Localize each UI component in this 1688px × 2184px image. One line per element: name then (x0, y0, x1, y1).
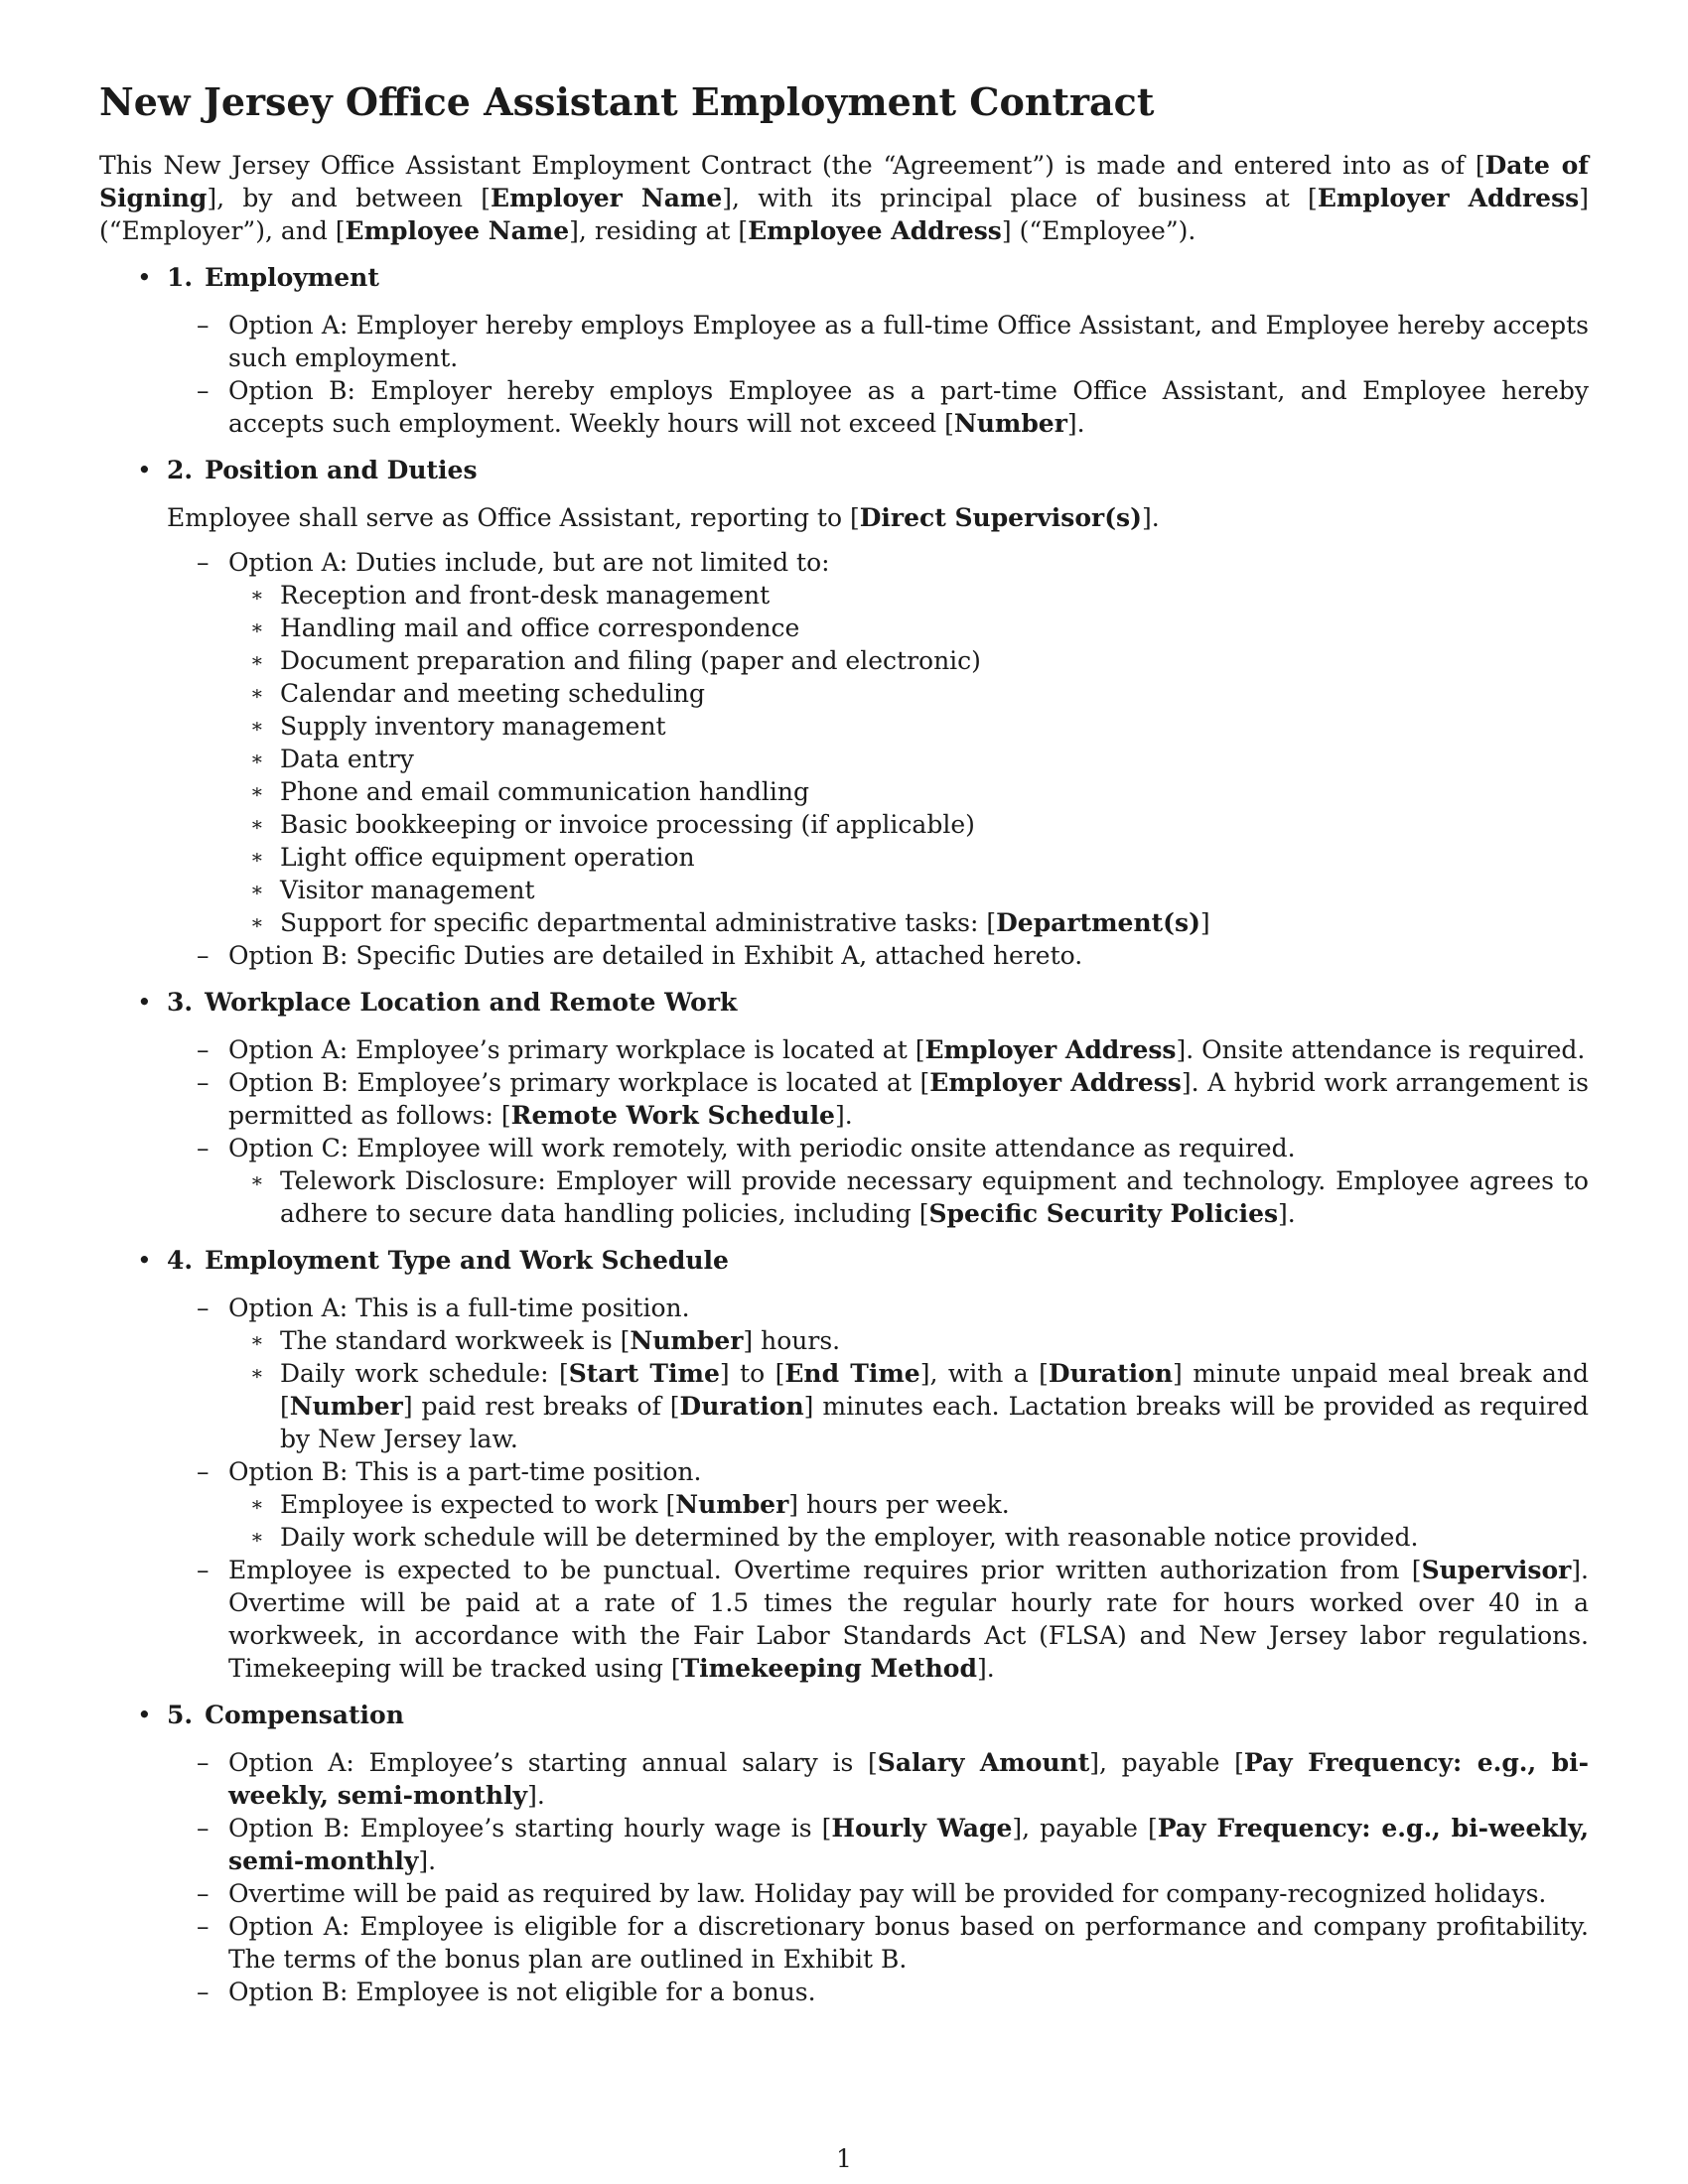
section-compensation (99, 1699, 1589, 2008)
option-item: – Option B: Employee is not eligible for a bonus. (197, 1978, 816, 2006)
section-heading: 5. Compensation (167, 1701, 404, 1729)
sub-item: ∗ Employee is expected to work [Number] hours per week. (250, 1490, 1010, 1519)
option-list (167, 1292, 1589, 1685)
duty-item: ∗ Light office equipment operation (250, 843, 695, 872)
placeholder-employer-address: Employer Address (1317, 184, 1580, 212)
duty-item: ∗ Visitor management (250, 876, 535, 904)
option-item: – Option C: Employee will work remotely, with periodic onsite attendance as required. ∗ Telework Disclosure: Employer will provide necessary equipment and technology. Employee agrees to adhere to secure data handling policies, including [Specific Security Policies]. (197, 1134, 1589, 1228)
duty-item: ∗ Reception and front-desk management (250, 581, 771, 610)
section-employment-type-schedule (99, 1244, 1589, 1685)
option-item: – Option B: Specific Duties are detailed in Exhibit A, attached hereto. (197, 941, 1083, 970)
option-list (167, 546, 1589, 972)
section-bullet: • (137, 263, 152, 292)
option-item: – Employee is expected to be punctual. Overtime requires prior written authorization from [Supervisor]. Overtime will be paid at a rate of 1.5 times the regular hourly rate for hours worked over 40 in a workweek, in accordance with the Fair Labor Standards Act (FLSA) and New Jersey labor regulations. Timekeeping will be tracked using [Timekeeping Method]. (197, 1556, 1589, 1683)
section-heading: 1. Employment (167, 263, 379, 292)
sub-list (228, 1164, 1589, 1230)
section-heading: 2. Position and Duties (167, 456, 478, 484)
duties-list (228, 579, 1589, 939)
sub-item: ∗ The standard workweek is [Number] hours. (250, 1326, 841, 1355)
sub-item: ∗ Daily work schedule will be determined by the employer, with reasonable notice provided. (250, 1523, 1419, 1552)
duty-item: ∗ Data entry (250, 745, 414, 773)
option-item: – Option B: This is a part-time position. ∗ Employee is expected to work [Number] hours per week. ∗ Daily work schedule will be determined by the employer, with reasonable notice provided. (167, 1455, 1589, 1554)
option-item: – Option A: Employee is eligible for a discretionary bonus based on performance and company profitability. The terms of the bonus plan are outlined in Exhibit B. (197, 1912, 1589, 1974)
section-bullet: • (137, 1701, 152, 1729)
option-item: – Overtime will be paid as required by law. Holiday pay will be provided for company-recognized holidays. (197, 1879, 1547, 1908)
section-position-and-duties (99, 454, 1589, 972)
intro-paragraph: This New Jersey Office Assistant Employment Contract (the “Agreement”) is made and entered into as of [Date of Signing], by and between [Employer Name], with its principal place of business at [Employer Address] (“Employer”), and [Employee Name], residing at [Employee Address] (“Employee”). (99, 151, 1590, 245)
section-workplace-location (99, 986, 1589, 1230)
section-bullet: • (137, 1246, 152, 1275)
option-item: – Option A: Employer hereby employs Employee as a full-time Office Assistant, and Employee hereby accepts such employment. (197, 311, 1589, 372)
section-lead-text: Employee shall serve as Office Assistant, reporting to [Direct Supervisor(s)]. (167, 503, 1160, 532)
section-bullet: • (137, 988, 152, 1017)
page-number: 1 (836, 2144, 852, 2173)
option-item: – Option B: Employee’s primary workplace is located at [Employer Address]. A hybrid work arrangement is permitted as follows: [Remote Work Schedule]. (197, 1068, 1589, 1130)
duty-item: ∗ Calendar and meeting scheduling (250, 679, 706, 708)
placeholder-employee-address: Employee Address (748, 216, 1002, 245)
section-heading: 3. Workplace Location and Remote Work (167, 988, 738, 1017)
placeholder-employee-name: Employee Name (345, 216, 570, 245)
document-title: New Jersey Office Assistant Employment Contract (99, 79, 1155, 124)
duty-item: ∗ Support for specific departmental administrative tasks: [Department(s)] (250, 908, 1210, 937)
section-heading: 4. Employment Type and Work Schedule (167, 1246, 729, 1275)
option-item: – Option A: Employee’s primary workplace is located at [Employer Address]. Onsite attendance is required. (197, 1035, 1586, 1064)
duty-item: ∗ Handling mail and office correspondence (250, 614, 800, 642)
option-item: – Option B: Employee’s starting hourly wage is [Hourly Wage], payable [Pay Frequency: e.g., bi-weekly, semi-monthly]. (197, 1814, 1590, 1875)
option-item: – Option B: Employer hereby employs Employee as a part-time Office Assistant, and Employee hereby accepts such employment. Weekly hours will not exceed [Number]. (197, 376, 1589, 438)
option-item: – Option A: This is a full-time position. ∗ The standard workweek is [Number] hours. ∗ Daily work schedule: [Start Time] to [End Time], with a [Duration] minute unpaid meal break and [Number] paid rest breaks of [Duration] minutes each. Lactation breaks will be provided as required by New Jersey law. (197, 1294, 1589, 1453)
section-employment (99, 261, 1589, 440)
placeholder-employer-name: Employer Name (491, 184, 723, 212)
duty-item: ∗ Basic bookkeeping or invoice processing (if applicable) (250, 810, 975, 839)
contract-page (99, 79, 1589, 2008)
placeholder-date-of-signing: Date of Signing (99, 151, 1590, 212)
option-list (167, 309, 1589, 440)
duty-item: ∗ Document preparation and filing (paper and electronic) (250, 646, 981, 675)
sub-list (228, 1488, 1589, 1554)
option-list (167, 1033, 1589, 1230)
sub-item: ∗ Telework Disclosure: Employer will provide necessary equipment and technology. Employee agrees to adhere to secure data handling policies, including [Specific Security Policies]. (250, 1166, 1589, 1228)
duty-item: ∗ Phone and email communication handling (250, 777, 810, 806)
section-bullet: • (137, 456, 152, 484)
option-item: – Option A: Duties include, but are not limited to: ∗ Reception and front-desk management ∗ Handling mail and office correspondence ∗ Document preparation and filing (paper and electronic) ∗ Calendar and meeting scheduling ∗ Supply inventory management ∗ Data entry ∗ Phone and email communication handling ∗ Basic bookkeeping or invoice processing (if applicable) ∗ Light office equipment operation ∗ Visitor management ∗ Support for specific departmental administrative tasks: [Department(s)] (167, 546, 1589, 939)
option-list (167, 1746, 1589, 2008)
option-item: – Option A: Employee’s starting annual salary is [Salary Amount], payable [Pay Frequency: e.g., bi-weekly, semi-monthly]. (197, 1748, 1590, 1810)
duty-item: ∗ Supply inventory management (250, 712, 666, 741)
sub-item: ∗ Daily work schedule: [Start Time] to [End Time], with a [Duration] minute unpaid meal break and [Number] paid rest breaks of [Duration] minutes each. Lactation breaks will be provided as required by New Jersey law. (250, 1359, 1589, 1453)
sub-list (228, 1324, 1589, 1455)
